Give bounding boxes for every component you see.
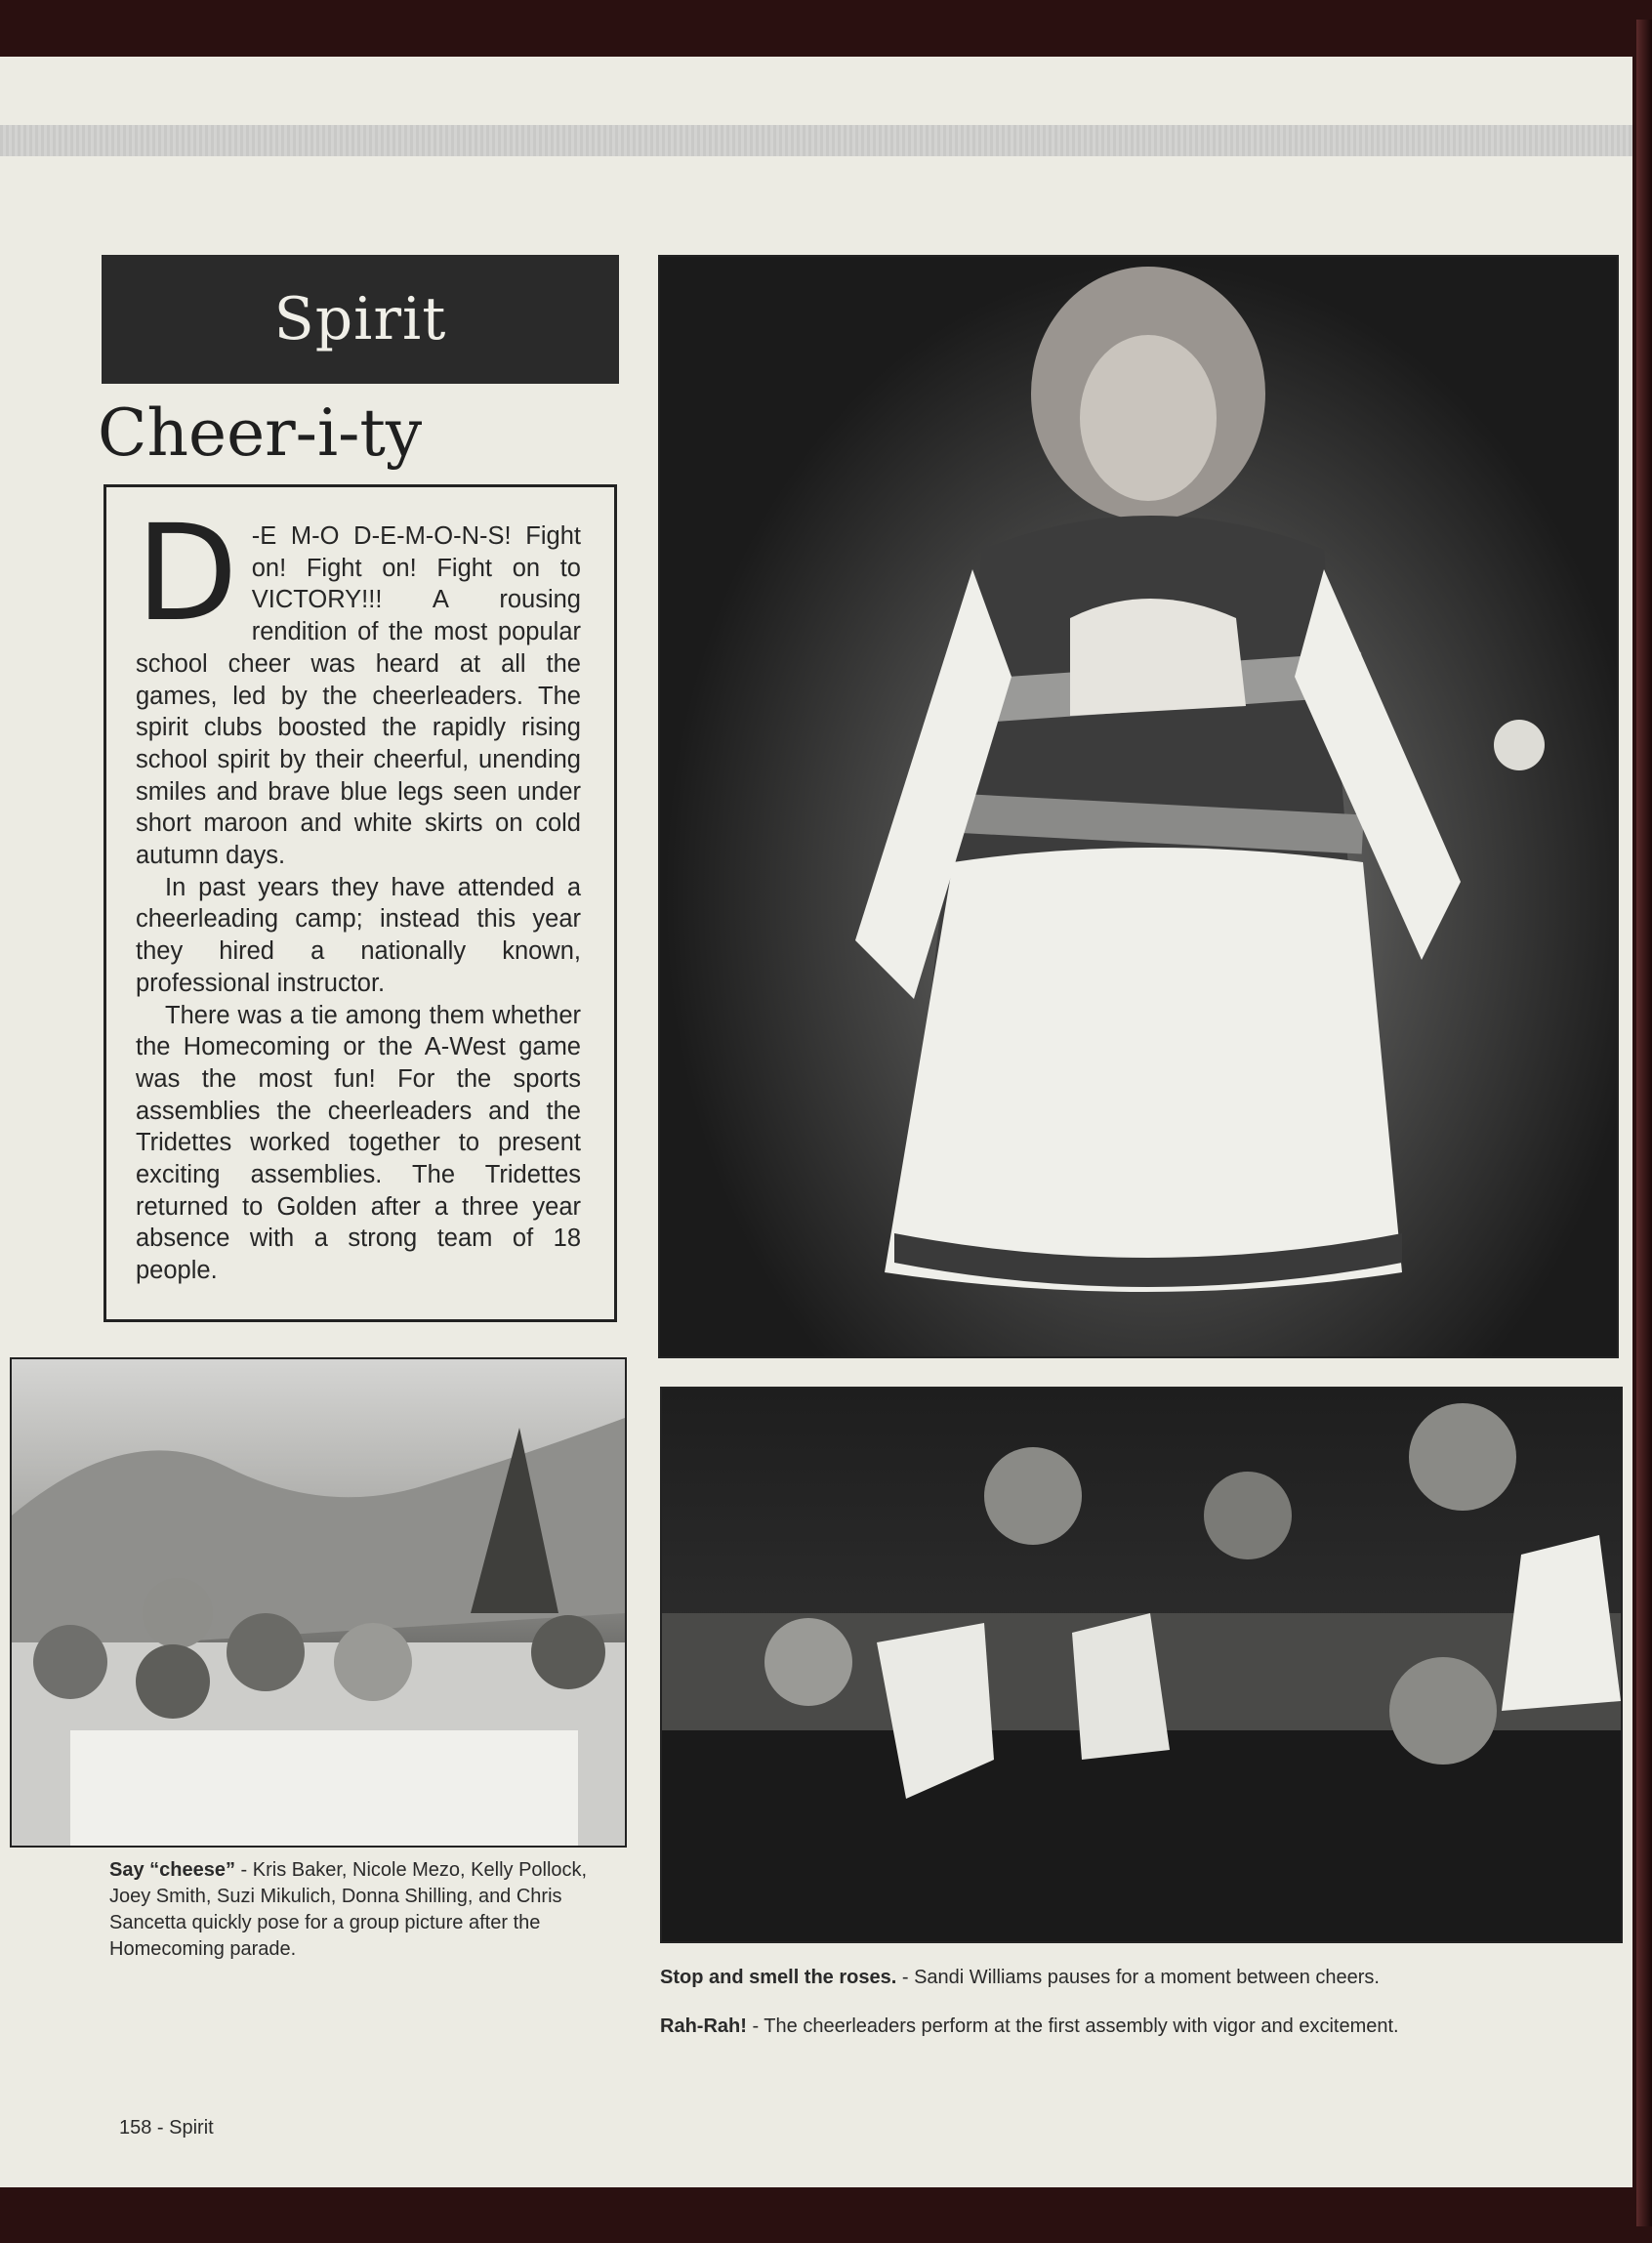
group-pose-photo [10, 1357, 627, 1848]
drop-cap: D [136, 497, 238, 651]
section-banner [102, 255, 619, 384]
cheerleader-portrait-illustration [660, 257, 1617, 1356]
story-paragraph: There was a tie among them whether the Homecoming or the A-West game was the most fun! For the sports assemblies the cheerleaders and the Tridettes worked together to present exciting assemblies. The Tridettes returned to Golden after a three year absence with a strong team of 18 people. [136, 1001, 581, 1285]
assembly-cheer-photo [660, 1387, 1623, 1943]
caption-lead: Stop and smell the roses. [660, 1967, 897, 1988]
section-title: Spirit [273, 285, 447, 353]
story-paragraph: -E M-O D-E-M-O-N-S! Fight on! Fight on! Fight on to VICTORY!!! A rousing rendition of the most popular school cheer was heard at all the games, led by the cheerleaders. The spirit clubs boosted the rapidly rising school spirit by their cheerful, unending smiles and brave blue legs seen under short maroon and white skirts on cold autumn days. [136, 522, 581, 870]
assembly-caption [660, 2014, 1623, 2040]
binding-edge [1636, 20, 1652, 2226]
portrait-caption [660, 1965, 1623, 1991]
story-box [103, 484, 617, 1322]
cheerleader-portrait-photo [658, 255, 1619, 1358]
caption-lead: Rah-Rah! [660, 2015, 747, 2037]
caption-text: - Kris Baker, Nicole Mezo, Kelly Pollock, Joey Smith, Suzi Mikulich, Donna Shilling, and Chris Sancetta quickly pose for a group picture after the Homecoming parade. [109, 1859, 588, 1960]
headline: Cheer-i-ty [98, 395, 423, 471]
page-number: 158 - Spirit [119, 2117, 214, 2139]
story-paragraph: In past years they have attended a cheerleading camp; instead this year they hired a nationally known, professional instructor. [136, 873, 581, 997]
caption-text: - The cheerleaders perform at the first assembly with vigor and excitement. [746, 2015, 1399, 2037]
caption-text: - Sandi Williams pauses for a moment between cheers. [896, 1967, 1380, 1988]
group-pose-illustration [12, 1359, 625, 1846]
assembly-cheer-illustration [662, 1389, 1621, 1941]
caption-lead: Say “cheese” [109, 1859, 235, 1881]
group-photo-caption [109, 1857, 629, 1963]
header-band [0, 125, 1632, 156]
